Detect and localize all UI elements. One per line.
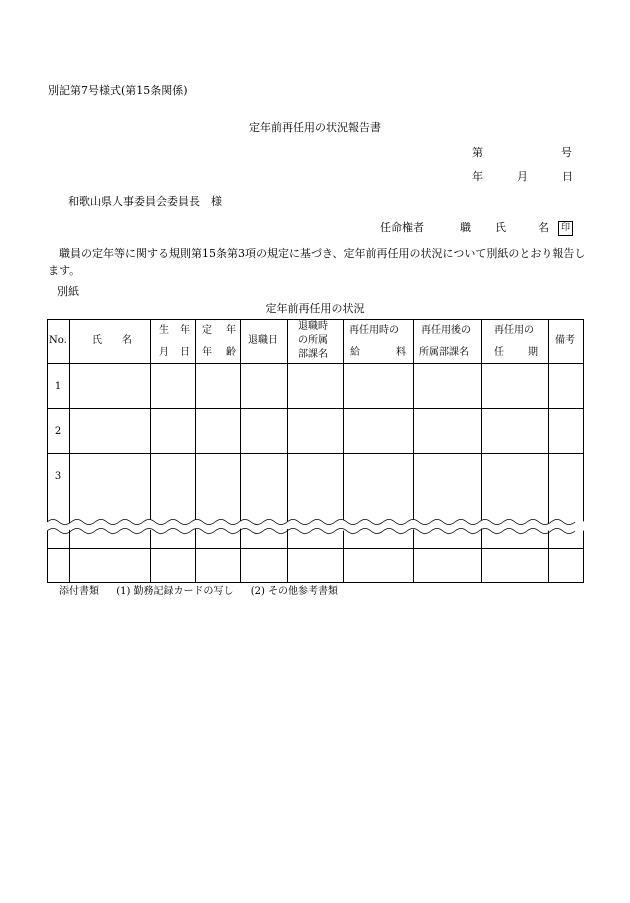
row-number: 3 (54, 471, 62, 482)
header-dept-at-retirement: 退職時 の所属 部課名 (298, 321, 328, 360)
document-title: 定年前再任用の状況報告書 (249, 121, 381, 134)
header-dept-after-reappointment: 再任用後の 所属部課名 (419, 325, 471, 358)
header-remarks: 備考 (555, 335, 575, 346)
status-table (47, 319, 584, 583)
header-birth-date: 生 年 月 日 (159, 325, 190, 358)
body-text: 職員の定年等に関する規則第15条第3項の規定に基づき、定年前再任用の状況について別紙のとおり報告します。 (48, 247, 586, 277)
footer-item-2: (2) その他参考書類 (250, 586, 339, 597)
appointer-label: 任命権者 (380, 221, 424, 234)
mei-label: 名 (538, 221, 549, 234)
header-retirement-date: 退職日 (248, 335, 278, 346)
year-label: 年 (472, 170, 483, 183)
footer-attachments (59, 586, 352, 598)
table-title: 定年前再任用の状況 (265, 302, 365, 315)
header-no: No. (49, 335, 67, 346)
row-number: 2 (54, 426, 62, 437)
month-label: 月 (517, 170, 528, 183)
row-number: 1 (54, 381, 62, 392)
header-salary-at-reappointment: 再任用時の 給 料 (349, 325, 406, 358)
dai-label: 第 (472, 146, 483, 159)
seal-mark: 印 (558, 221, 573, 236)
header-name: 氏 名 (92, 335, 132, 346)
go-label: 号 (561, 146, 572, 159)
shoku-label: 職 (460, 221, 471, 234)
addressee: 和歌山県人事委員会委員長 様 (68, 195, 222, 208)
form-label: 別記第7号様式(第15条関係) (48, 84, 188, 97)
footer-item-1: (1) 勤務記録カードの写し (116, 586, 234, 597)
header-reappointment-term: 再任用の 任 期 (494, 325, 538, 358)
shi-label: 氏 (495, 221, 506, 234)
day-label: 日 (562, 170, 573, 183)
footer-label: 添付書類 (59, 586, 99, 597)
attachment-label: 別紙 (57, 285, 79, 298)
header-retirement-age: 定 年 年 齢 (202, 325, 236, 358)
